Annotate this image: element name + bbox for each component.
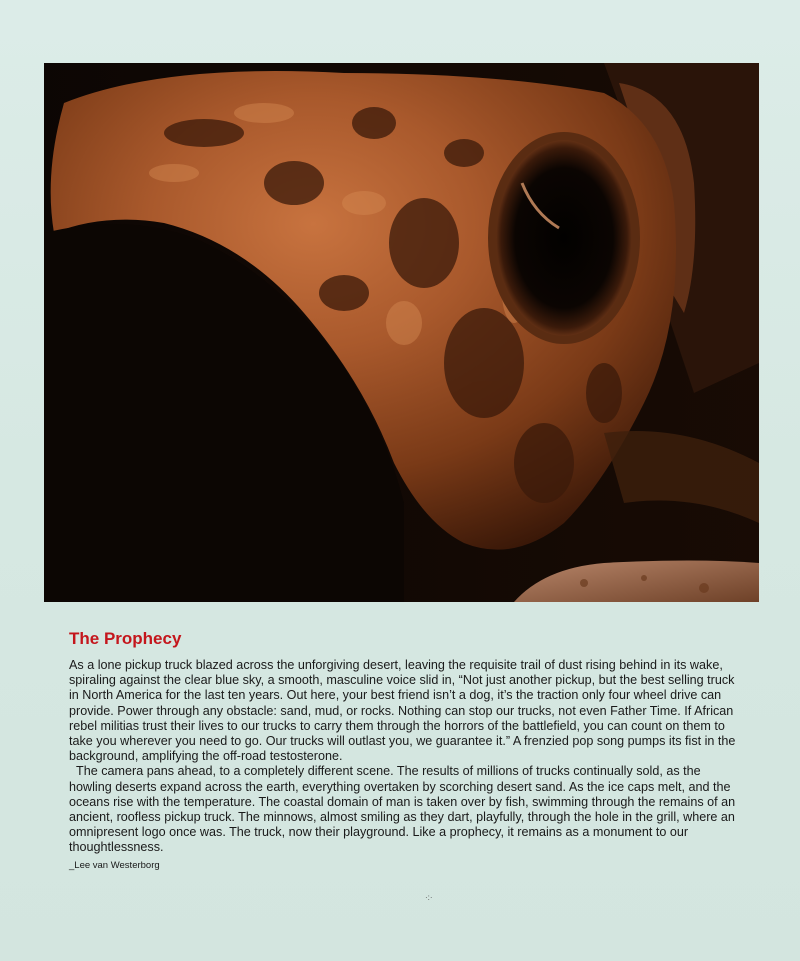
article-title: The Prophecy — [69, 629, 182, 648]
rusty-truck-fender-photo — [44, 63, 759, 602]
article-paragraph-2: The camera pans ahead, to a completely different scene. The results of millions of trucks continually sold, as the howling deserts expand across the earth, everything overtaken by scorching desert sand. As the ice caps melt, and the oceans rise with the temperature. The coastal domain of man is taken over by fish, swimming through the remains of an ancient, roofless pickup truck. The minnows, almost smiling as they dart, playfully, through the hole in the grill, where an omnipresent logo once was. The truck, now their playground. Like a prophecy, it remains as a monument to our thoughtlessness. — [69, 764, 736, 855]
article-author: _Lee van Westerborg — [69, 859, 160, 871]
article-paragraph-1: As a lone pickup truck blazed across the unforgiving desert, leaving the requisite trail of dust rising behind in its wake, spiraling against the clear blue sky, a smooth, masculine voice slid in, “Not just another pickup, but the best selling truck in North America for the last ten years. Out here, your best friend isn’t a dog, it’s the traction only four wheel drive can provide. Power through any obstacle: sand, mud, or rocks. Nothing can stop our trucks, not even Father Time. If African rebel militias trust their lives to our trucks to carry them through the horrors of the battlefield, you can count on them to take you wherever you need to go. Our trucks will outlast you, we guarantee it.” A frenzied pop song pumps its fist in the background, amplifying the off-road testosterone. — [69, 658, 736, 764]
article — [69, 628, 739, 872]
print-speck: ·:· — [425, 893, 433, 902]
